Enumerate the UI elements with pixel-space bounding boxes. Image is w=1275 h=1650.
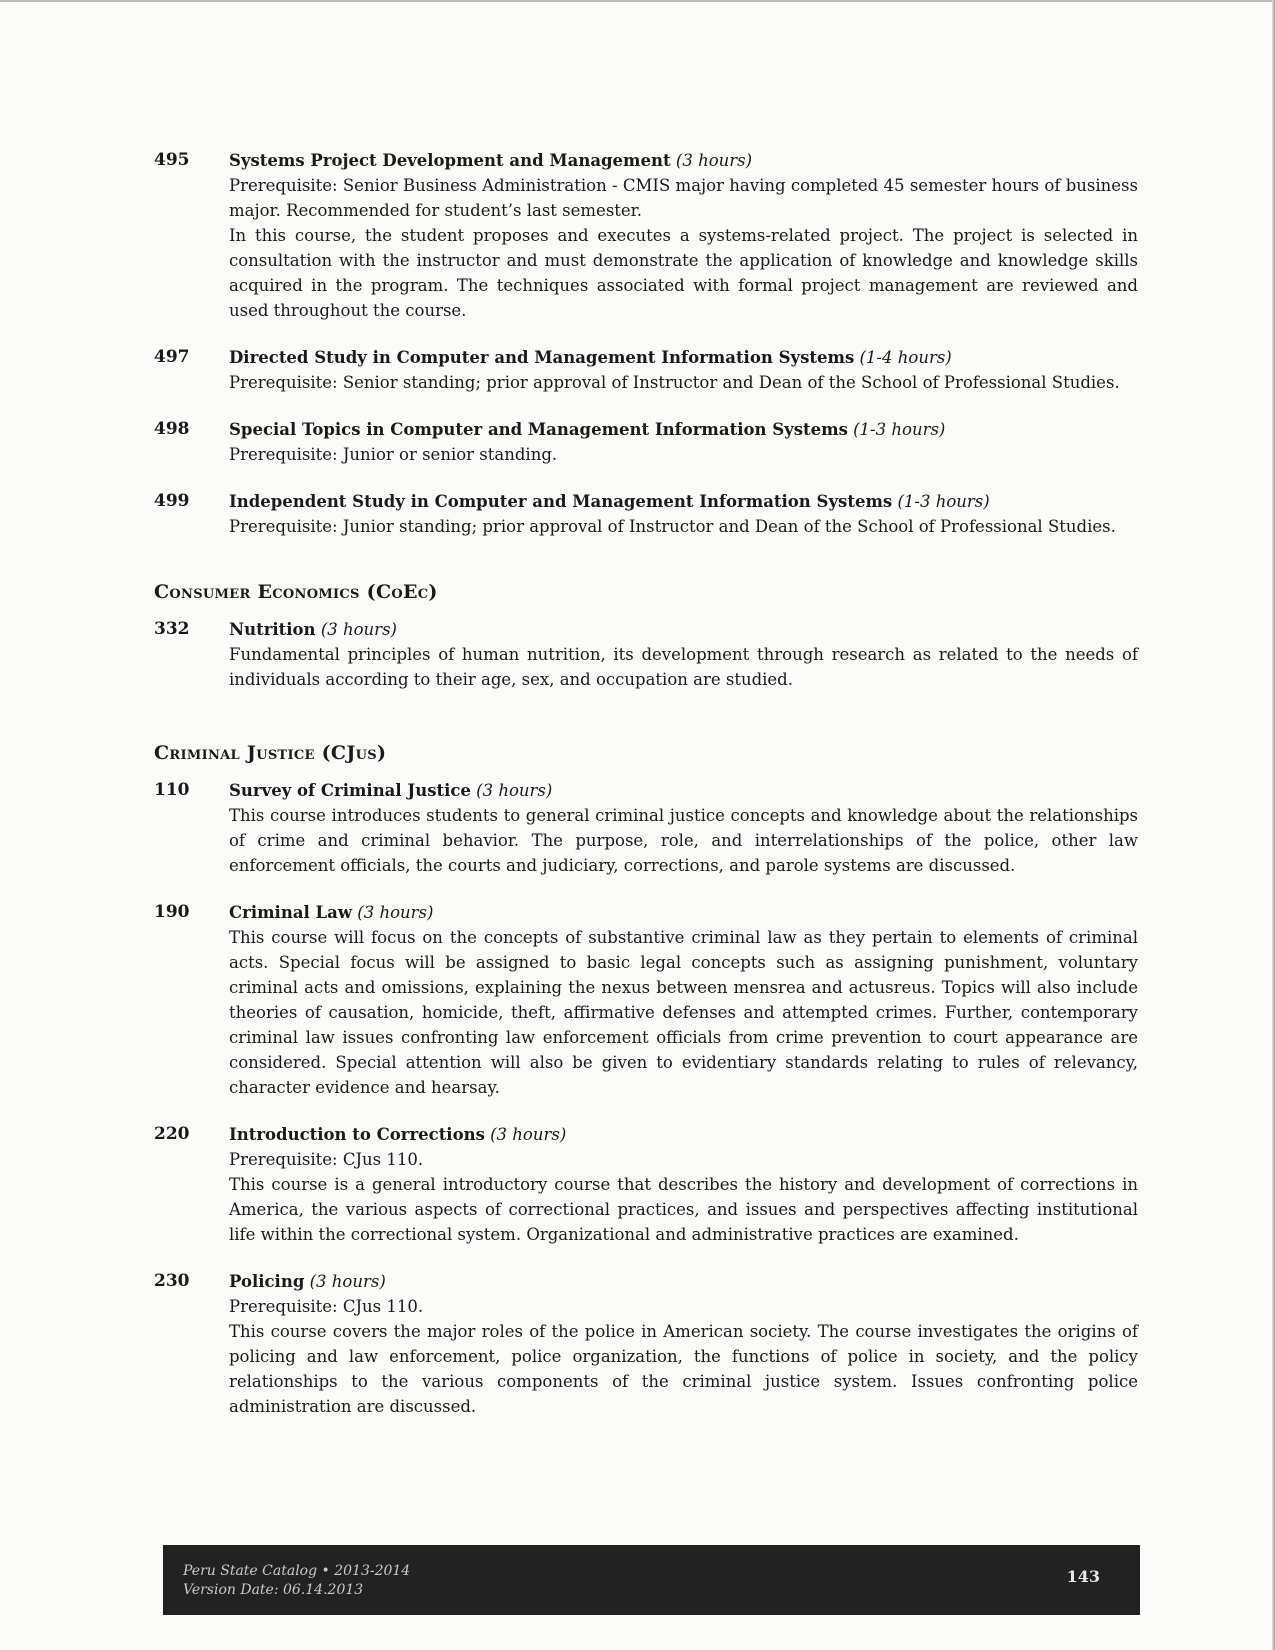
course-body [229,148,1138,323]
course-title: Criminal Law [229,903,353,922]
course-body [229,1269,1138,1419]
course-number: 497 [154,347,190,367]
course-number: 498 [154,419,190,439]
course-title: Policing [229,1272,305,1291]
course-title: Independent Study in Computer and Management Information Systems [229,492,893,511]
course-title-line [229,417,1138,442]
course-entry [154,148,1138,323]
course-hours: (3 hours) [476,781,553,800]
course-description: Prerequisite: CJus 110. [229,1297,424,1316]
course-entry [154,778,1138,878]
course-entry [154,489,1138,539]
course-number: 190 [154,902,190,922]
page-number: 143 [1066,1567,1100,1586]
course-body [229,345,1138,395]
page-footer [163,1545,1140,1615]
course-description: Fundamental principles of human nutrition, its development through research as related to the needs of individuals according to their age, sex, and occupation are studied. [229,645,1138,689]
course-title-line [229,1269,1138,1294]
course-title: Survey of Criminal Justice [229,781,471,800]
course-title-line [229,1122,1138,1147]
course-description: Prerequisite: Senior Business Administration - CMIS major having completed 45 semester hours of business major. Recommended for student’s last semester. [229,176,1138,220]
course-description: Prerequisite: Junior or senior standing. [229,445,558,464]
course-number: 332 [154,619,190,639]
course-title-line [229,617,1138,642]
course-title-line [229,489,1138,514]
course-body [229,1122,1138,1247]
course-body [229,617,1138,692]
section-heading-cjus: Criminal Justice (CJus) [154,742,387,764]
course-hours: (3 hours) [357,903,434,922]
course-hours: (1-4 hours) [859,348,952,367]
course-title-line [229,148,1138,173]
page-content [154,148,1138,1441]
course-title: Directed Study in Computer and Management Information Systems [229,348,855,367]
course-body [229,900,1138,1100]
course-description: Prerequisite: CJus 110. [229,1150,424,1169]
section-heading-coec: Consumer Economics (CoEc) [154,581,438,603]
course-title-line [229,345,1138,370]
course-title-line [229,778,1138,803]
footer-version-line: Version Date: 06.14.2013 [183,1582,364,1598]
course-number: 495 [154,150,190,170]
course-description: This course will focus on the concepts of substantive criminal law as they pertain to elements of criminal acts. Special focus will be assigned to basic legal concepts such as assigning punishment, voluntary criminal acts and omissions, explaining the nexus between mensrea and actusreus. Topics will also include theories of causation, homicide, theft, affirmative defenses and attempted crimes. Further, contemporary criminal law issues confronting law enforcement officials from crime prevention to court appearance are considered. Special attention will also be given to evidentiary standards relating to rules of relevancy, character evidence and hearsay. [229,928,1138,1097]
course-hours: (3 hours) [490,1125,567,1144]
course-entry [154,617,1138,692]
course-number: 110 [154,780,190,800]
cmis-course-list [154,148,1138,539]
course-entry [154,345,1138,395]
scan-edge-top [0,0,1275,2]
course-title: Nutrition [229,620,316,639]
cjus-course-list [154,778,1138,1419]
course-entry [154,1269,1138,1419]
footer-catalog-info [183,1562,410,1600]
course-body [229,778,1138,878]
course-hours: (3 hours) [309,1272,386,1291]
course-entry [154,417,1138,467]
course-title-line [229,900,1138,925]
course-description: Prerequisite: Senior standing; prior approval of Instructor and Dean of the School of Professional Studies. [229,373,1120,392]
course-number: 499 [154,491,190,511]
course-hours: (3 hours) [675,151,753,170]
course-hours: (3 hours) [320,620,397,639]
course-description: This course introduces students to general criminal justice concepts and knowledge about the relationships of crime and criminal behavior. The purpose, role, and interrelationships of the police, other law enforcement officials, the courts and judiciary, corrections, and parole systems are discussed. [229,806,1138,875]
course-description: This course is a general introductory course that describes the history and development of corrections in America, the various aspects of correctional practices, and issues and perspectives affecting institutional life within the correctional system. Organizational and administrative practices are examined. [229,1175,1138,1244]
course-body [229,417,1138,467]
footer-catalog-line: Peru State Catalog • 2013-2014 [183,1563,411,1579]
course-hours: (1-3 hours) [853,420,946,439]
course-body [229,489,1138,539]
course-hours: (1-3 hours) [897,492,990,511]
course-entry [154,1122,1138,1247]
course-description: Prerequisite: Junior standing; prior approval of Instructor and Dean of the School of Professional Studies. [229,517,1116,536]
course-title: Systems Project Development and Management [229,151,671,170]
coec-course-list [154,617,1138,692]
course-description: This course covers the major roles of the police in American society. The course investigates the origins of policing and law enforcement, police organization, the functions of police in society, and the policy relationships to the various components of the criminal justice system. Issues confronting police administration are discussed. [229,1322,1138,1416]
course-description: In this course, the student proposes and executes a systems-related project. The project is selected in consultation with the instructor and must demonstrate the application of knowledge and knowledge skills acquired in the program. The techniques associated with formal project management are reviewed and used throughout the course. [229,226,1138,320]
course-entry [154,900,1138,1100]
course-number: 220 [154,1124,190,1144]
course-number: 230 [154,1271,190,1291]
course-title: Special Topics in Computer and Management Information Systems [229,420,848,439]
course-title: Introduction to Corrections [229,1125,485,1144]
